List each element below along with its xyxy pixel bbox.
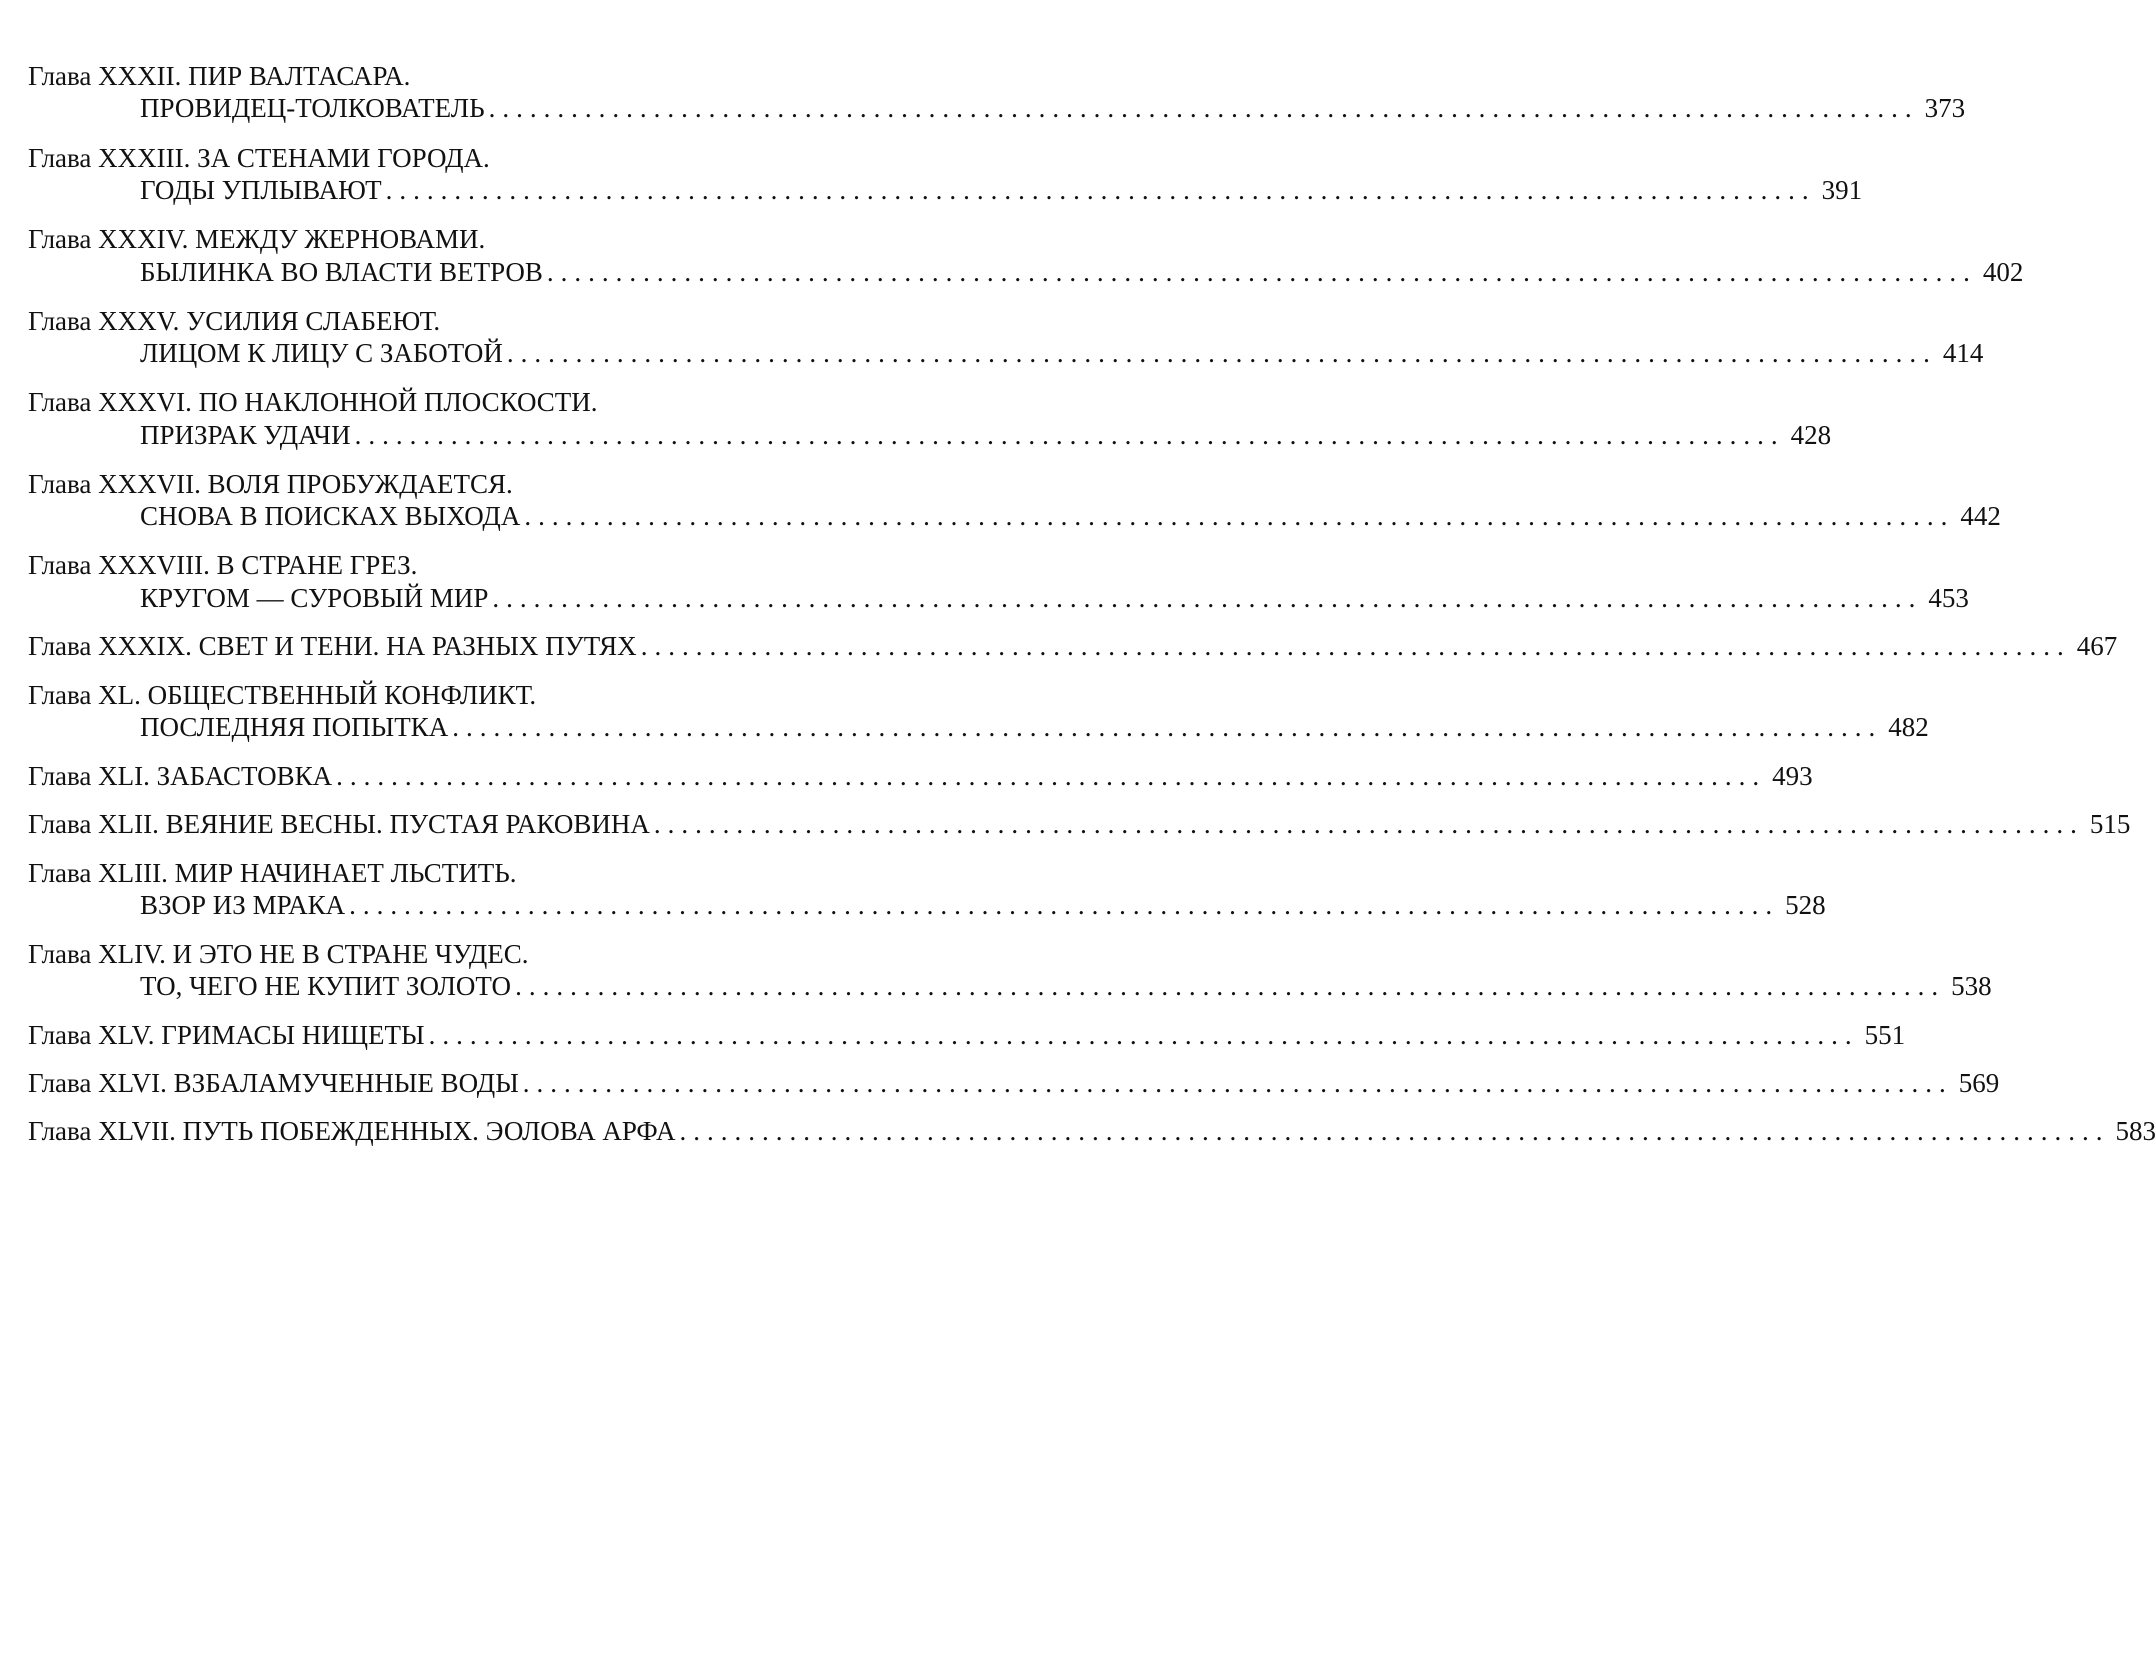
chapter-title: ПО НАКЛОННОЙ ПЛОСКОСТИ. — [198, 387, 598, 417]
page-number: 528 — [1785, 890, 1826, 920]
toc-entry-leader-line — [140, 335, 1984, 371]
chapter-title: ПУТЬ ПОБЕЖДЕННЫХ. ЭОЛОВА АРФА — [182, 1116, 676, 1146]
chapter-label: Глава XXXV. — [28, 306, 180, 336]
page-number: 467 — [2076, 631, 2118, 661]
chapter-heading — [28, 758, 332, 794]
chapter-title: МЕЖДУ ЖЕРНОВАМИ. — [195, 224, 486, 254]
page-number: 493 — [1772, 761, 1813, 791]
chapter-title: ЗАБАСТОВКА — [156, 761, 333, 791]
dot-leader: ........................................................................................................ — [349, 890, 1780, 920]
page-number: 583 — [2115, 1116, 2156, 1146]
chapter-title: УСИЛИЯ СЛАБЕЮТ. — [186, 306, 441, 336]
dot-leader: ........................................................................................................ — [492, 583, 1923, 613]
page-number: 482 — [1888, 712, 1929, 742]
page-number: 373 — [1924, 93, 1966, 123]
chapter-heading — [28, 1113, 676, 1149]
chapter-label: Глава XXXIV. — [28, 224, 189, 254]
chapter-label: Глава XXXII. — [28, 61, 182, 91]
chapter-title: ВЕЯНИЕ ВЕСНЫ. ПУСТАЯ РАКОВИНА — [165, 809, 650, 839]
toc-entry-heading — [28, 855, 900, 891]
toc-entry-leader-line — [140, 580, 1969, 616]
toc-entry-leader-line — [28, 1017, 1906, 1053]
chapter-heading — [28, 1065, 519, 1101]
chapter-subtitle: ЛИЦОМ К ЛИЦУ С ЗАБОТОЙ — [140, 338, 503, 368]
chapter-label: Глава XLII. — [28, 809, 159, 839]
chapter-title: И ЭТО НЕ В СТРАНЕ ЧУДЕС. — [172, 939, 529, 969]
chapter-title: ВОЛЯ ПРОБУЖДАЕТСЯ. — [207, 469, 513, 499]
chapter-label: Глава XLI. — [28, 761, 150, 791]
page-number: 414 — [1942, 338, 1984, 368]
toc-entry-leader-line — [140, 887, 1826, 923]
dot-leader: ........................................................................................................ — [640, 631, 2071, 661]
chapter-label: Глава XL. — [28, 680, 141, 710]
dot-leader: ........................................................................................................ — [385, 175, 1816, 205]
dot-leader: ........................................................................................................ — [488, 93, 1919, 123]
chapter-subtitle: ТО, ЧЕГО НЕ КУПИТ ЗОЛОТО — [140, 971, 512, 1001]
chapter-title: ОБЩЕСТВЕННЫЙ КОНФЛИКТ. — [147, 680, 537, 710]
dot-leader: ........................................................................................................ — [653, 809, 2084, 839]
dot-leader: ........................................................................................................ — [506, 338, 1937, 368]
chapter-label: Глава XXXVII. — [28, 469, 201, 499]
chapter-title: ВЗБАЛАМУЧЕННЫЕ ВОДЫ — [173, 1068, 519, 1098]
toc-entry-heading — [28, 303, 900, 339]
chapter-heading — [28, 1017, 425, 1053]
toc-entry-heading — [28, 547, 900, 583]
page-number: 538 — [1951, 971, 1992, 1001]
dot-leader: ........................................................................................................ — [679, 1116, 2110, 1146]
dot-leader: ........................................................................................................ — [515, 971, 1946, 1001]
chapter-subtitle: ВЗОР ИЗ МРАКА — [140, 890, 346, 920]
toc-entry-leader-line — [28, 1065, 2000, 1101]
page-number: 391 — [1821, 175, 1863, 205]
dot-leader: ........................................................................................................ — [452, 712, 1883, 742]
page-number: 551 — [1864, 1020, 1906, 1050]
dot-leader: ........................................................................................................ — [546, 257, 1977, 287]
chapter-label: Глава XXXVI. — [28, 387, 192, 417]
page-number: 453 — [1928, 583, 1969, 613]
chapter-subtitle: БЫЛИНКА ВО ВЛАСТИ ВЕТРОВ — [140, 257, 543, 287]
dot-leader: ........................................................................................................ — [354, 420, 1785, 450]
toc-entry-leader-line — [140, 709, 1929, 745]
dot-leader: ........................................................................................................ — [522, 1068, 1953, 1098]
chapter-heading — [28, 628, 637, 664]
toc-entry-heading — [28, 58, 900, 94]
toc-entry-heading — [28, 221, 900, 257]
chapter-label: Глава XLVI. — [28, 1068, 167, 1098]
toc-entry-heading — [28, 936, 900, 972]
chapter-label: Глава XXXVIII. — [28, 550, 210, 580]
toc-entry-heading — [28, 466, 900, 502]
chapter-label: Глава XLIV. — [28, 939, 166, 969]
toc-entry-leader-line — [140, 968, 1992, 1004]
page-number: 515 — [2089, 809, 2131, 839]
chapter-subtitle: ПРИЗРАК УДАЧИ — [140, 420, 351, 450]
page-number: 428 — [1790, 420, 1832, 450]
toc-entry-leader-line — [140, 90, 1966, 126]
toc-entry-leader-line — [28, 628, 2118, 664]
chapter-subtitle: КРУГОМ — СУРОВЫЙ МИР — [140, 583, 489, 613]
chapter-label: Глава XXXIX. — [28, 631, 192, 661]
dot-leader: ........................................................................................................ — [428, 1020, 1859, 1050]
chapter-title: ЗА СТЕНАМИ ГОРОДА. — [197, 143, 490, 173]
chapter-title: ГРИМАСЫ НИЩЕТЫ — [161, 1020, 425, 1050]
chapter-label: Глава XXXIII. — [28, 143, 191, 173]
chapter-label: Глава XLV. — [28, 1020, 155, 1050]
chapter-title: ПИР ВАЛТАСАРА. — [188, 61, 411, 91]
page-number: 569 — [1958, 1068, 2000, 1098]
dot-leader: ........................................................................................................ — [524, 501, 1955, 531]
chapter-label: Глава XLVII. — [28, 1116, 176, 1146]
chapter-heading — [28, 806, 650, 842]
toc-entry-leader-line — [28, 758, 1813, 794]
toc-entry-leader-line — [140, 417, 1832, 453]
dot-leader: ........................................................................................................ — [336, 761, 1767, 791]
chapter-title: СВЕТ И ТЕНИ. НА РАЗНЫХ ПУТЯХ — [198, 631, 637, 661]
chapter-title: МИР НАЧИНАЕТ ЛЬСТИТЬ. — [174, 858, 517, 888]
chapter-subtitle: СНОВА В ПОИСКАХ ВЫХОДА — [140, 501, 521, 531]
page-number: 402 — [1982, 257, 2024, 287]
page-number: 442 — [1960, 501, 2001, 531]
toc-entry-heading — [28, 140, 900, 176]
toc-entry-leader-line — [28, 806, 2131, 842]
chapter-title: В СТРАНЕ ГРЕЗ. — [216, 550, 418, 580]
toc-entry-leader-line — [140, 498, 2001, 534]
toc-entry-leader-line — [140, 254, 2024, 290]
toc-entry-heading — [28, 677, 900, 713]
chapter-subtitle: ПРОВИДЕЦ-ТОЛКОВАТЕЛЬ — [140, 93, 485, 123]
chapter-subtitle: ПОСЛЕДНЯЯ ПОПЫТКА — [140, 712, 449, 742]
chapter-subtitle: ГОДЫ УПЛЫВАЮТ — [140, 175, 382, 205]
toc-entry-leader-line — [28, 1113, 2156, 1149]
toc-entry-heading — [28, 384, 900, 420]
chapter-label: Глава XLIII. — [28, 858, 168, 888]
toc-entry-leader-line — [140, 172, 1863, 208]
